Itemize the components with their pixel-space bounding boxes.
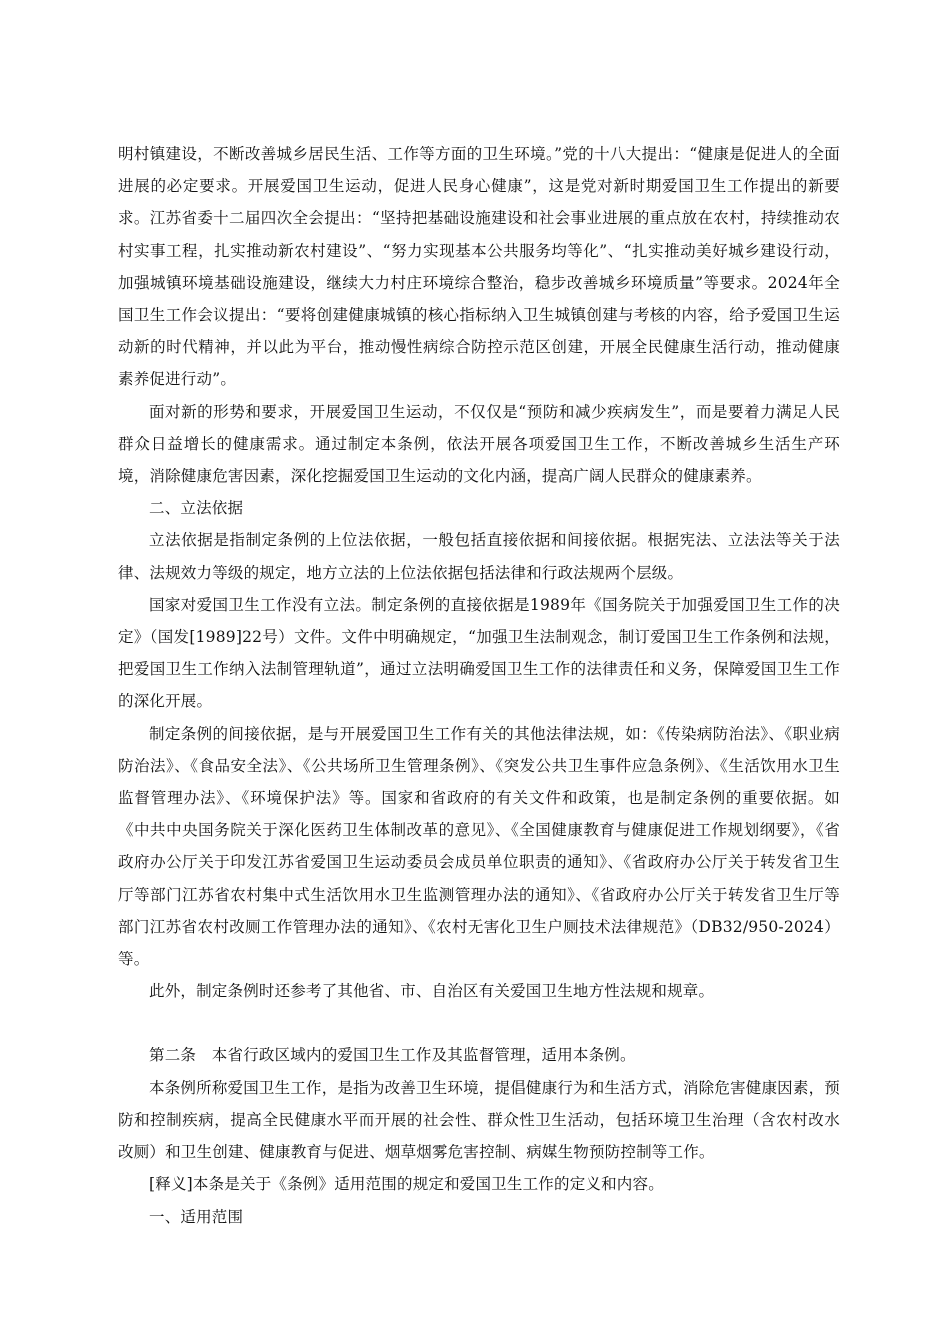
- section-heading: 二、立法依据: [149, 499, 244, 518]
- blank-line: [118, 1007, 840, 1039]
- paragraph-continuation: 明村镇建设，不断改善城乡居民生活、工作等方面的卫生环境。”党的十八大提出：“健康是促进人的全面进展的必定要求。开展爱国卫生运动，促进人民身心健康”，这是党对新时期爱国卫生工作提出的新要求。江苏省委十二届四次全会提出：“坚持把基础设施建设和社会事业进展的重点放在农村，持续推动农村实事工程，扎实推动新农村建设”、“努力实现基本公共服务均等化”、“扎实推动美好城乡建设行动，加强城镇环境基础设施建设，继续大力村庄环境综合整治，稳步改善城乡环境质量”等要求。2024年全国卫生工作会议提出：“要将创建健康城镇的核心指标纳入卫生城镇创建与考核的内容，给予爱国卫生运动新的时代精神，并以此为平台，推动慢性病综合防控示范区创建，开展全民健康生活行动，推动健康素养促进行动”。: [118, 145, 840, 389]
- document-body: [118, 138, 840, 1233]
- paragraph: 本条例所称爱国卫生工作，是指为改善卫生环境，提倡健康行为和生活方式，消除危害健康因素，预防和控制疾病，提高全民健康水平而开展的社会性、群众性卫生活动，包括环境卫生治理（含农村改水改厕）和卫生创建、健康教育与促进、烟草烟雾危害控制、病媒生物预防控制等工作。: [118, 1078, 840, 1162]
- section-heading: 一、适用范围: [149, 1207, 244, 1226]
- paragraph: 面对新的形势和要求，开展爱国卫生运动，不仅仅是“预防和减少疾病发生”，而是要着力满足人民群众日益增长的健康需求。通过制定本条例，依法开展各项爱国卫生工作，不断改善城乡生活生产环境，消除健康危害因素，深化挖掘爱国卫生运动的文化内涵，提高广阔人民群众的健康素养。: [118, 402, 840, 486]
- article-heading: 第二条 本省行政区域内的爱国卫生工作及其监督管理，适用本条例。: [149, 1046, 636, 1065]
- paragraph: 制定条例的间接依据，是与开展爱国卫生工作有关的其他法律法规，如：《传染病防治法》、《职业病防治法》、《食品安全法》、《公共场所卫生管理条例》、《突发公共卫生事件应急条例》、《生活饮用水卫生监督管理办法》、《环境保护法》等。国家和省政府的有关文件和政策，也是制定条例的重要依据。如《中共中央国务院关于深化医药卫生体制改革的意见》、《全国健康教育与健康促进工作规划纲要》，《省政府办公厅关于印发江苏省爱国卫生运动委员会成员单位职责的通知》、《省政府办公厅关于转发省卫生厅等部门江苏省农村集中式生活饮用水卫生监测管理办法的通知》、《省政府办公厅关于转发省卫生厅等部门江苏省农村改厕工作管理办法的通知》、《农村无害化卫生户厕技术法律规范》（DB32/950-2024）等。: [118, 724, 840, 969]
- paragraph: 此外，制定条例时还参考了其他省、市、自治区有关爱国卫生地方性法规和规章。: [149, 982, 715, 1001]
- paragraph: 国家对爱国卫生工作没有立法。制定条例的直接依据是1989年《国务院关于加强爱国卫生工作的决定》（国发[1989]22号）文件。文件中明确规定，“加强卫生法制观念，制订爱国卫生工作条例和法规，把爱国卫生工作纳入法制管理轨道”，通过立法明确爱国卫生工作的法律责任和义务，保障爱国卫生工作的深化开展。: [118, 595, 840, 711]
- interpretation-note: [释义]本条是关于《条例》适用范围的规定和爱国卫生工作的定义和内容。: [149, 1175, 664, 1194]
- paragraph: 立法依据是指制定条例的上位法依据，一般包括直接依据和间接依据。根据宪法、立法法等关于法律、法规效力等级的规定，地方立法的上位法依据包括法律和行政法规两个层级。: [118, 531, 840, 582]
